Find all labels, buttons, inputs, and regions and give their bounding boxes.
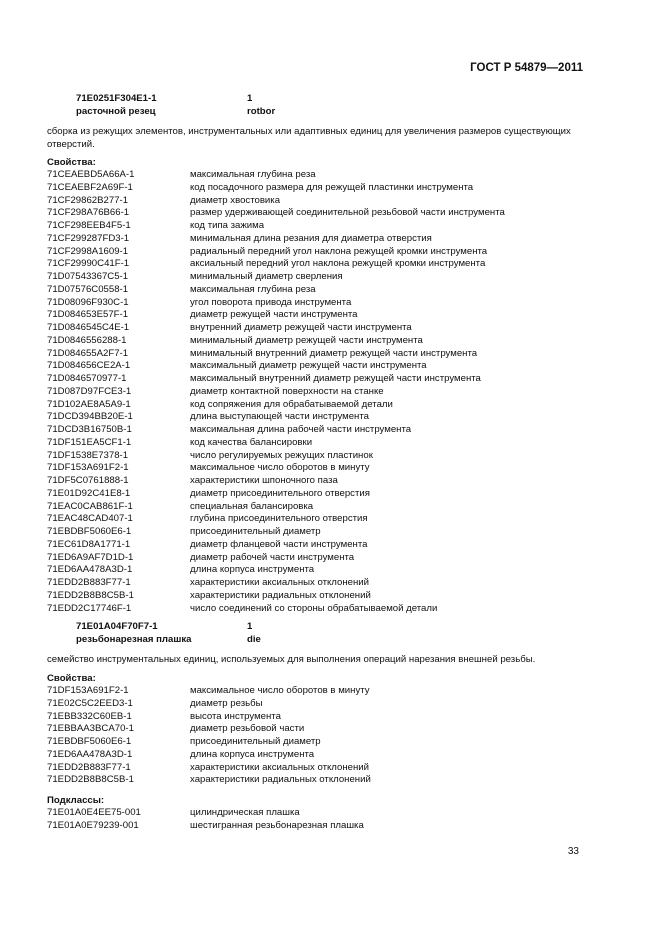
standard-header: ГОСТ Р 54879—2011: [470, 62, 583, 74]
property-label: максимальное число оборотов в минуту: [190, 685, 370, 696]
property-code: 71D0846545C4E-1: [47, 322, 130, 333]
property-code: 71DCD394BB20E-1: [47, 411, 133, 423]
property-label: присоединительный диаметр: [190, 526, 321, 537]
property-row: [47, 552, 505, 565]
property-row: [47, 501, 505, 514]
property-row: [47, 513, 505, 526]
property-row: [47, 258, 505, 271]
property-code: 71EAC0CAB861F-1: [47, 500, 133, 512]
property-row: [47, 284, 505, 297]
entry-description: сборка из режущих элементов, инструментальных или адаптивных единиц для увеличения размеров существующих отверстий.: [47, 126, 571, 150]
property-label: максимальная глубина реза: [190, 169, 316, 180]
property-label: цилиндрическая плашка: [190, 807, 300, 818]
property-label: высота инструмента: [190, 710, 281, 722]
property-row: [47, 169, 505, 182]
entry-heading-rotbor: [76, 93, 275, 118]
property-label: диаметр рабочей части инструмента: [190, 551, 355, 563]
property-row: [47, 749, 371, 762]
property-row: [47, 711, 371, 724]
property-row: [47, 411, 505, 424]
property-row: [47, 233, 505, 246]
property-code: 71CF298EEB4F5-1: [47, 220, 131, 231]
page-number: 33: [567, 846, 579, 857]
property-code: 71E01A0E4EE75-001: [47, 807, 141, 818]
property-code: 71EBB332C60EB-1: [47, 710, 132, 722]
property-label: код типа зажима: [190, 220, 265, 231]
property-row: [47, 488, 505, 501]
property-label: минимальный диаметр режущей части инструмента: [190, 334, 423, 346]
property-label: длина корпуса инструмента: [190, 748, 315, 760]
property-label: размер удерживающей соединительной резьбовой части инструмента: [190, 207, 505, 219]
property-row: [47, 335, 505, 348]
property-label: глубина присоединительного отверстия: [190, 513, 368, 525]
property-code: 71EDD2B883F77-1: [47, 761, 131, 773]
entry-heading-die: [76, 621, 261, 646]
property-code: 71D0846570977-1: [47, 373, 127, 384]
property-row: [47, 774, 371, 787]
property-code: 71EAC48CAD407-1: [47, 513, 133, 525]
property-row: [47, 685, 371, 698]
property-code: 71EDD2C17746F-1: [47, 602, 132, 614]
property-code: 71E02C5C2EED3-1: [47, 697, 133, 709]
property-code: 71EBDBF5060E6-1: [47, 736, 132, 747]
property-row: [47, 723, 371, 736]
property-code: 71D084653E57F-1: [47, 309, 129, 321]
property-row: [47, 386, 505, 399]
property-code: 71DF5C0761888-1: [47, 475, 129, 486]
entry-code: 71E0251F304E1-1: [76, 93, 157, 104]
property-row: [47, 360, 505, 373]
entry-name-en: die: [247, 633, 261, 645]
property-code: 71D102AE8A5A9-1: [47, 398, 131, 410]
property-row: [47, 577, 505, 590]
properties-title: Свойства:: [47, 157, 96, 168]
entry-description: семейство инструментальных единиц, используемых для выполнения операций нарезания внешней резьбы.: [47, 654, 536, 665]
property-code: 71EBDBF5060E6-1: [47, 526, 132, 537]
property-code: 71CF299287FD3-1: [47, 232, 130, 244]
property-code: 71D087D97FCE3-1: [47, 385, 132, 397]
property-code: 71D07543367C5-1: [47, 271, 129, 282]
property-label: специальная балансировка: [190, 500, 314, 512]
property-row: [47, 762, 371, 775]
property-label: характеристики радиальных отклонений: [190, 589, 371, 601]
property-row: [47, 526, 505, 539]
property-row: [47, 220, 505, 233]
property-row: [47, 195, 505, 208]
property-row: [47, 424, 505, 437]
property-label: угол поворота привода инструмента: [190, 296, 352, 308]
subclasses-title: Подклассы:: [47, 795, 105, 806]
property-label: число соединений со стороны обрабатываемой детали: [190, 602, 438, 614]
property-label: длина корпуса инструмента: [190, 564, 315, 576]
property-row: [47, 603, 505, 616]
property-label: максимальная глубина реза: [190, 283, 316, 295]
properties-list: [47, 169, 505, 615]
property-row: [47, 564, 505, 577]
property-label: код посадочного размера для режущей пластинки инструмента: [190, 181, 474, 193]
property-code: 71EDD2B8B8C5B-1: [47, 589, 134, 601]
property-label: внутренний диаметр режущей части инструмента: [190, 322, 412, 333]
property-code: 71D07576C0558-1: [47, 283, 129, 295]
property-label: характеристики радиальных отклонений: [190, 774, 371, 786]
property-code: 71E01D92C41E8-1: [47, 487, 131, 499]
entry-name-ru: резьбонарезная плашка: [76, 633, 192, 645]
property-label: код сопряжения для обрабатываемой детали: [190, 398, 393, 410]
property-row: [47, 246, 505, 259]
property-label: максимальный диаметр режущей части инструмента: [190, 360, 427, 372]
property-label: диаметр контактной поверхности на станке: [190, 385, 384, 397]
property-code: 71ED6AA478A3D-1: [47, 748, 133, 760]
property-label: минимальная длина резания для диаметра отверстия: [190, 232, 432, 244]
property-row: [47, 271, 505, 284]
property-label: код качества балансировки: [190, 436, 313, 448]
property-label: максимальное число оборотов в минуту: [190, 462, 370, 474]
property-code: 71EDD2B883F77-1: [47, 577, 131, 588]
property-row: [47, 207, 505, 220]
property-row: [47, 698, 371, 711]
property-code: 71ED6AA478A3D-1: [47, 564, 133, 576]
subclass-row: [47, 807, 364, 820]
property-row: [47, 297, 505, 310]
entry-version: 1: [247, 93, 253, 104]
property-code: 71CF2998A1609-1: [47, 245, 129, 257]
properties-title: Свойства:: [47, 673, 96, 684]
property-row: [47, 373, 505, 386]
property-label: длина выступающей части инструмента: [190, 411, 369, 423]
property-code: 71DF153A691F2-1: [47, 462, 129, 474]
property-row: [47, 309, 505, 322]
property-code: 71D084655A2F7-1: [47, 347, 129, 359]
property-label: диаметр резьбовой части: [190, 723, 305, 735]
properties-list: [47, 685, 371, 787]
property-code: 71DF153A691F2-1: [47, 685, 129, 696]
property-code: 71DCD3B16750B-1: [47, 424, 132, 435]
property-code: 71CF29990C41F-1: [47, 258, 130, 270]
property-row: [47, 736, 371, 749]
subclass-row: [47, 820, 364, 833]
property-label: максимальный внутренний диаметр режущей части инструмента: [190, 373, 481, 384]
property-label: максимальная длина рабочей части инструмента: [190, 424, 412, 435]
property-row: [47, 475, 505, 488]
property-label: диаметр присоединительного отверстия: [190, 487, 370, 499]
property-label: диаметр режущей части инструмента: [190, 309, 358, 321]
property-code: 71CF29862B277-1: [47, 194, 129, 206]
property-label: радиальный передний угол наклона режущей кромки инструмента: [190, 245, 488, 257]
property-label: шестигранная резьбонарезная плашка: [190, 819, 364, 831]
property-row: [47, 462, 505, 475]
property-row: [47, 322, 505, 335]
property-label: характеристики аксиальных отклонений: [190, 577, 369, 588]
property-label: минимальный диаметр сверления: [190, 271, 343, 282]
property-row: [47, 590, 505, 603]
property-row: [47, 348, 505, 361]
property-row: [47, 399, 505, 412]
property-label: минимальный внутренний диаметр режущей части инструмента: [190, 347, 478, 359]
property-label: аксиальный передний угол наклона режущей кромки инструмента: [190, 258, 486, 270]
property-code: 71DF151EA5CF1-1: [47, 436, 132, 448]
property-code: 71EDD2B8B8C5B-1: [47, 774, 134, 786]
property-code: 71D08096F930C-1: [47, 296, 129, 308]
property-code: 71D0846556288-1: [47, 334, 127, 346]
property-row: [47, 450, 505, 463]
property-code: 71EBBAA3BCA70-1: [47, 723, 134, 735]
entry-version: 1: [247, 621, 253, 632]
property-code: 71ED6A9AF7D1D-1: [47, 551, 134, 563]
property-row: [47, 539, 505, 552]
property-label: характеристики аксиальных отклонений: [190, 761, 369, 773]
property-label: диаметр резьбы: [190, 697, 263, 709]
property-label: число регулируемых режущих пластинок: [190, 449, 373, 461]
property-label: диаметр хвостовика: [190, 194, 281, 206]
property-code: 71CEAEBF2A69F-1: [47, 181, 133, 193]
property-code: 71E01A0E79239-001: [47, 819, 139, 831]
property-code: 71EC61D8A1771-1: [47, 538, 131, 550]
entry-name-ru: расточной резец: [76, 105, 156, 117]
property-row: [47, 437, 505, 450]
property-row: [47, 182, 505, 195]
entry-name-en: rotbor: [247, 105, 276, 117]
property-label: диаметр фланцевой части инструмента: [190, 538, 368, 550]
property-label: характеристики шпоночного паза: [190, 475, 338, 486]
property-code: 71CF298A76B66-1: [47, 207, 130, 219]
entry-code: 71E01A04F70F7-1: [76, 621, 158, 632]
property-label: присоединительный диаметр: [190, 736, 321, 747]
property-code: 71DF1538E7378-1: [47, 449, 129, 461]
property-code: 71D084656CE2A-1: [47, 360, 131, 372]
property-code: 71CEAEBD5A66A-1: [47, 169, 135, 180]
subclasses-list: [47, 807, 364, 833]
